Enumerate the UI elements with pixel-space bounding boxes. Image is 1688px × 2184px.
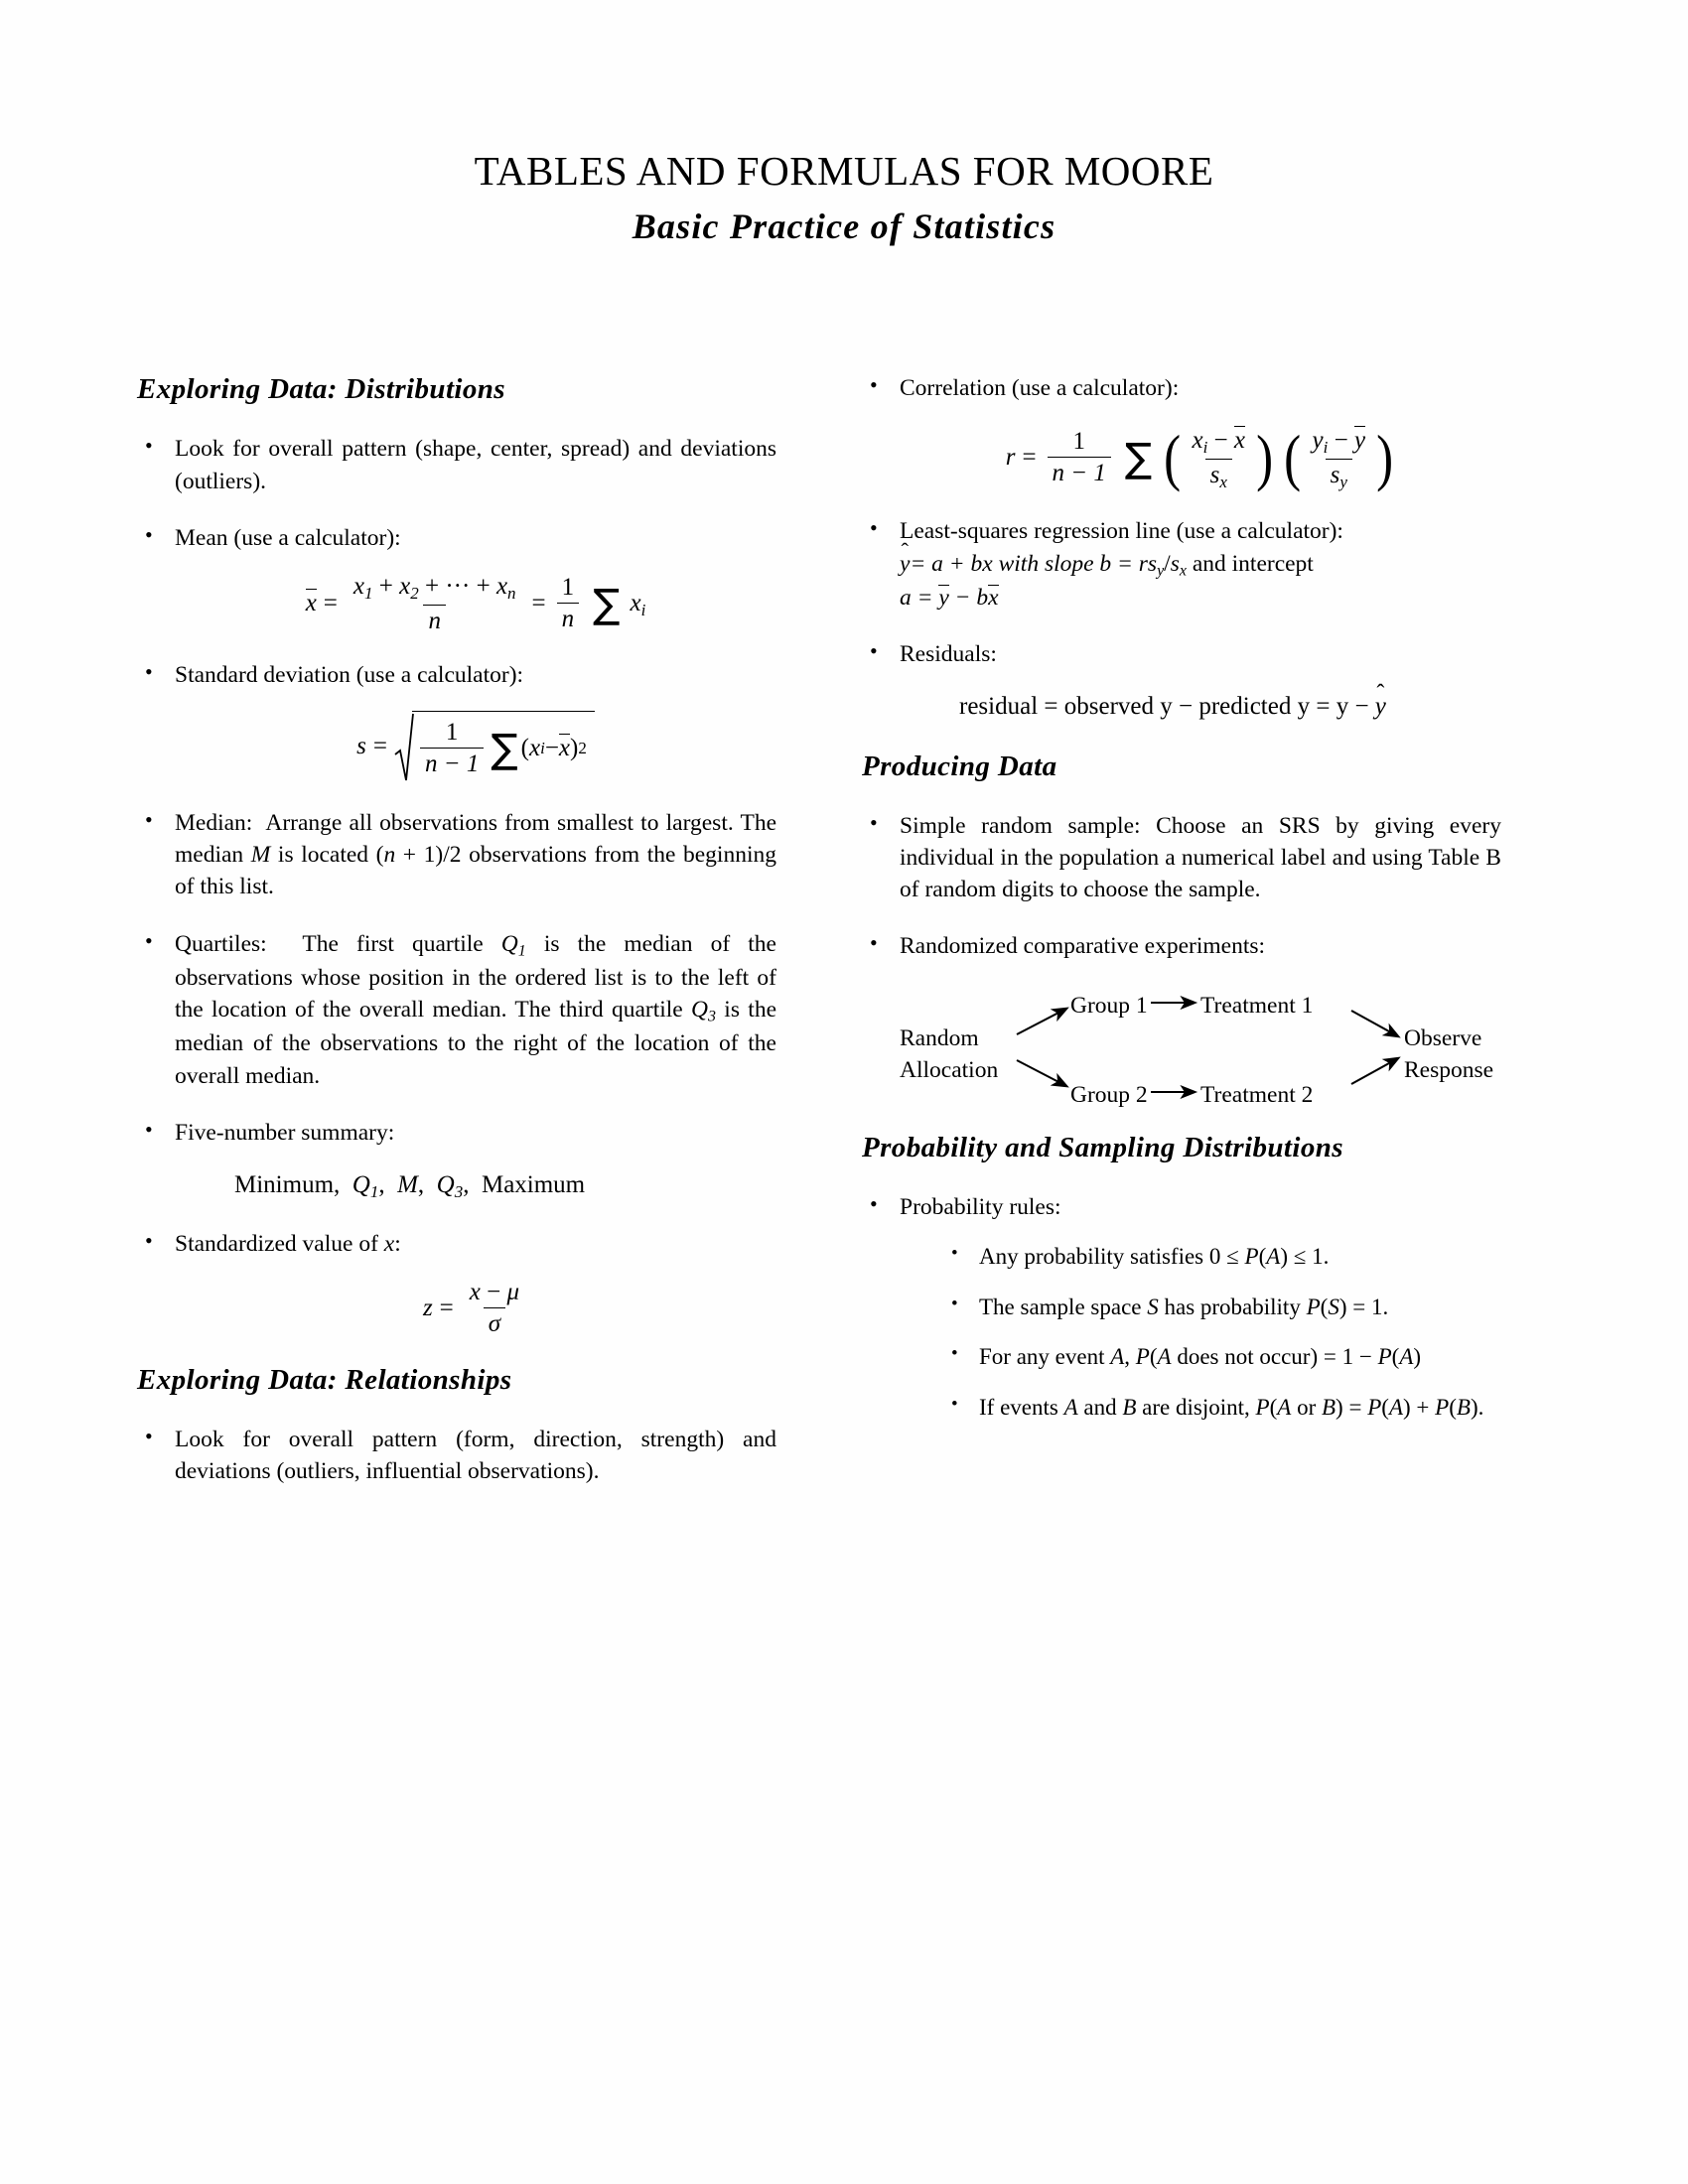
bullet-probability-rules bbox=[862, 1191, 1501, 1423]
fraction-one-over-n-minus-1: $\frac{1}{n - 1}$ bbox=[1048, 429, 1111, 487]
heading-producing-data: Producing Data bbox=[862, 750, 1057, 782]
diagram-label-treatment-1: Treatment 1 bbox=[1200, 992, 1314, 1019]
left-column bbox=[137, 372, 776, 1512]
bullet-text: Look for overall pattern (form, direction, strength) and deviations (outliers, influential observations). bbox=[175, 1427, 776, 1485]
y-hat-symbol: y bbox=[900, 550, 911, 577]
bullet-simple-random-sample bbox=[862, 810, 1501, 906]
fraction-x-deviation: $\frac{x_i - x}{s_x}$ bbox=[1192, 427, 1246, 491]
fraction-z: $\frac{x - \mu}{\sigma}$ bbox=[469, 1279, 520, 1338]
diagram-label-observe: Observe bbox=[1404, 1024, 1482, 1051]
formula-standard-deviation: s = $\frac{1}{n - 1}$ ∑ ( x i − x ) 2 bbox=[175, 711, 776, 782]
bullet-text: Probability rules: bbox=[900, 1194, 1061, 1221]
diagram-label-group-2: Group 2 bbox=[1070, 1081, 1148, 1108]
bullet-mean bbox=[137, 522, 776, 634]
bullet-least-squares-regression: • Least-squares regression line (use a calculator): y= a + bx with slope $b = rs_y/s_x$ and intercept a = y − bx bbox=[862, 515, 1501, 614]
relationships-bullet-list bbox=[137, 1424, 776, 1487]
title-block bbox=[0, 0, 1688, 247]
bullet-text: Correlation (use a calculator): bbox=[900, 375, 1180, 401]
bullet-text: Residuals: bbox=[900, 641, 997, 668]
probability-rule-complement: • For any event A, P(A does not occur) = 1 − P(A) bbox=[941, 1341, 1501, 1373]
formula-residual: residual = observed y − predicted y = y − y bbox=[900, 690, 1501, 724]
bullet-five-number-summary bbox=[137, 1117, 776, 1203]
page-title: TABLES AND FORMULAS FOR MOORE bbox=[474, 148, 1214, 194]
bullet-median: • Median: Arrange all observations from smallest to largest. The median M is located (n + 1)/2 observations from the beginning of this list. bbox=[137, 807, 776, 903]
diagram-label-group-1: Group 1 bbox=[1070, 992, 1148, 1019]
bullet-text: Least-squares regression line (use a calculator): bbox=[900, 518, 1343, 545]
bullet-text: Randomized comparative experiments: bbox=[900, 933, 1266, 960]
bullet-text: Five-number summary: bbox=[175, 1119, 395, 1146]
bullet-residuals bbox=[862, 638, 1501, 724]
probability-rule-range: • Any probability satisfies 0 ≤ P(A) ≤ 1. bbox=[941, 1241, 1501, 1273]
diagram-label-response: Response bbox=[1404, 1056, 1494, 1083]
median-symbol: M bbox=[250, 842, 271, 869]
bullet-text: Standard deviation (use a calculator): bbox=[175, 661, 524, 688]
relationships-continued-list bbox=[862, 372, 1501, 725]
fraction-one-over-n: $\frac{1}{n}$ bbox=[557, 575, 580, 633]
randomized-experiment-diagram bbox=[900, 989, 1539, 1106]
bullet-text: Mean (use a calculator): bbox=[175, 524, 401, 551]
probability-rules-sublist bbox=[900, 1241, 1501, 1423]
page-subtitle: Basic Practice of Statistics bbox=[632, 206, 1056, 247]
bullet-standardized-value: • Standardized value of x: z = $\frac{x - \mu}{\sigma}$ bbox=[137, 1228, 776, 1338]
fraction-one-over-n-minus-1: $\frac{1}{n - 1}$ bbox=[420, 720, 484, 778]
distributions-bullet-list bbox=[137, 433, 776, 1337]
two-column-body bbox=[0, 372, 1688, 1512]
summation-symbol: ∑ bbox=[593, 580, 621, 628]
y-hat-symbol: y bbox=[1374, 693, 1386, 721]
bullet-text: Look for overall pattern (shape, center, spread) and deviations (outliers). bbox=[175, 436, 776, 494]
bullet-text: Simple random sample: Choose an SRS by giving every individual in the population a numerical label and using Table B of random digits to choose the sample. bbox=[900, 812, 1501, 903]
x-bar-symbol: x bbox=[305, 590, 317, 617]
radical-icon bbox=[394, 711, 414, 782]
equals-sign: = bbox=[323, 590, 338, 617]
probability-rule-disjoint: • If events A and B are disjoint, P(A or B) = P(A) + P(B). bbox=[941, 1392, 1501, 1424]
bullet-overall-pattern bbox=[137, 433, 776, 496]
bullet-quartiles: • Quartiles: The first quartile $Q_1$ is the median of the observations whose position in the ordered list is to the left of the location of the overall median. The third quartile $Q_3$ is the median of the observations to the right of the location of the overall median. bbox=[137, 928, 776, 1092]
formula-correlation: r = $\frac{1}{n - 1}$ ∑ ( $\frac{x_i - x}{s_x}$ ) ( $\frac{y_i - y}{s_y}$ ) bbox=[1005, 421, 1394, 492]
bullet-correlation bbox=[862, 372, 1501, 490]
diagram-label-random: Random bbox=[900, 1024, 979, 1051]
bullet-relationships-pattern bbox=[137, 1424, 776, 1487]
producing-data-bullet-list bbox=[862, 810, 1501, 1106]
square-root: $\frac{1}{n - 1}$ ∑ ( x i − x ) 2 bbox=[394, 711, 595, 782]
formula-z-score: z = $\frac{x - \mu}{\sigma}$ bbox=[175, 1280, 776, 1338]
heading-exploring-data-relationships: Exploring Data: Relationships bbox=[137, 1363, 512, 1396]
formula-mean: x = $x_1 + x_2$ + ··· + $x_n$ n = $\frac{1}{n}$ ∑ $x_i$ bbox=[305, 572, 646, 634]
fraction-y-deviation: $\frac{y_i - y}{s_y}$ bbox=[1312, 427, 1366, 491]
right-column bbox=[862, 372, 1501, 1512]
heading-probability-and-sampling-distributions: Probability and Sampling Distributions bbox=[862, 1131, 1343, 1163]
probability-bullet-list bbox=[862, 1191, 1501, 1423]
formula-five-number-summary: Minimum, $Q_1$, M, $Q_3$, Maximum bbox=[234, 1171, 586, 1201]
equals-sign-2: = bbox=[531, 590, 546, 617]
heading-exploring-data-distributions: Exploring Data: Distributions bbox=[137, 373, 505, 405]
fraction-sum-over-n: $x_1 + x_2$ + ··· + $x_n$ n bbox=[352, 572, 516, 634]
diagram-label-treatment-2: Treatment 2 bbox=[1200, 1081, 1314, 1108]
diagram-label-allocation: Allocation bbox=[900, 1056, 999, 1083]
bullet-randomized-experiments bbox=[862, 930, 1501, 1108]
probability-rule-sample-space: • The sample space S has probability P(S) = 1. bbox=[941, 1292, 1501, 1323]
bullet-standard-deviation bbox=[137, 659, 776, 782]
